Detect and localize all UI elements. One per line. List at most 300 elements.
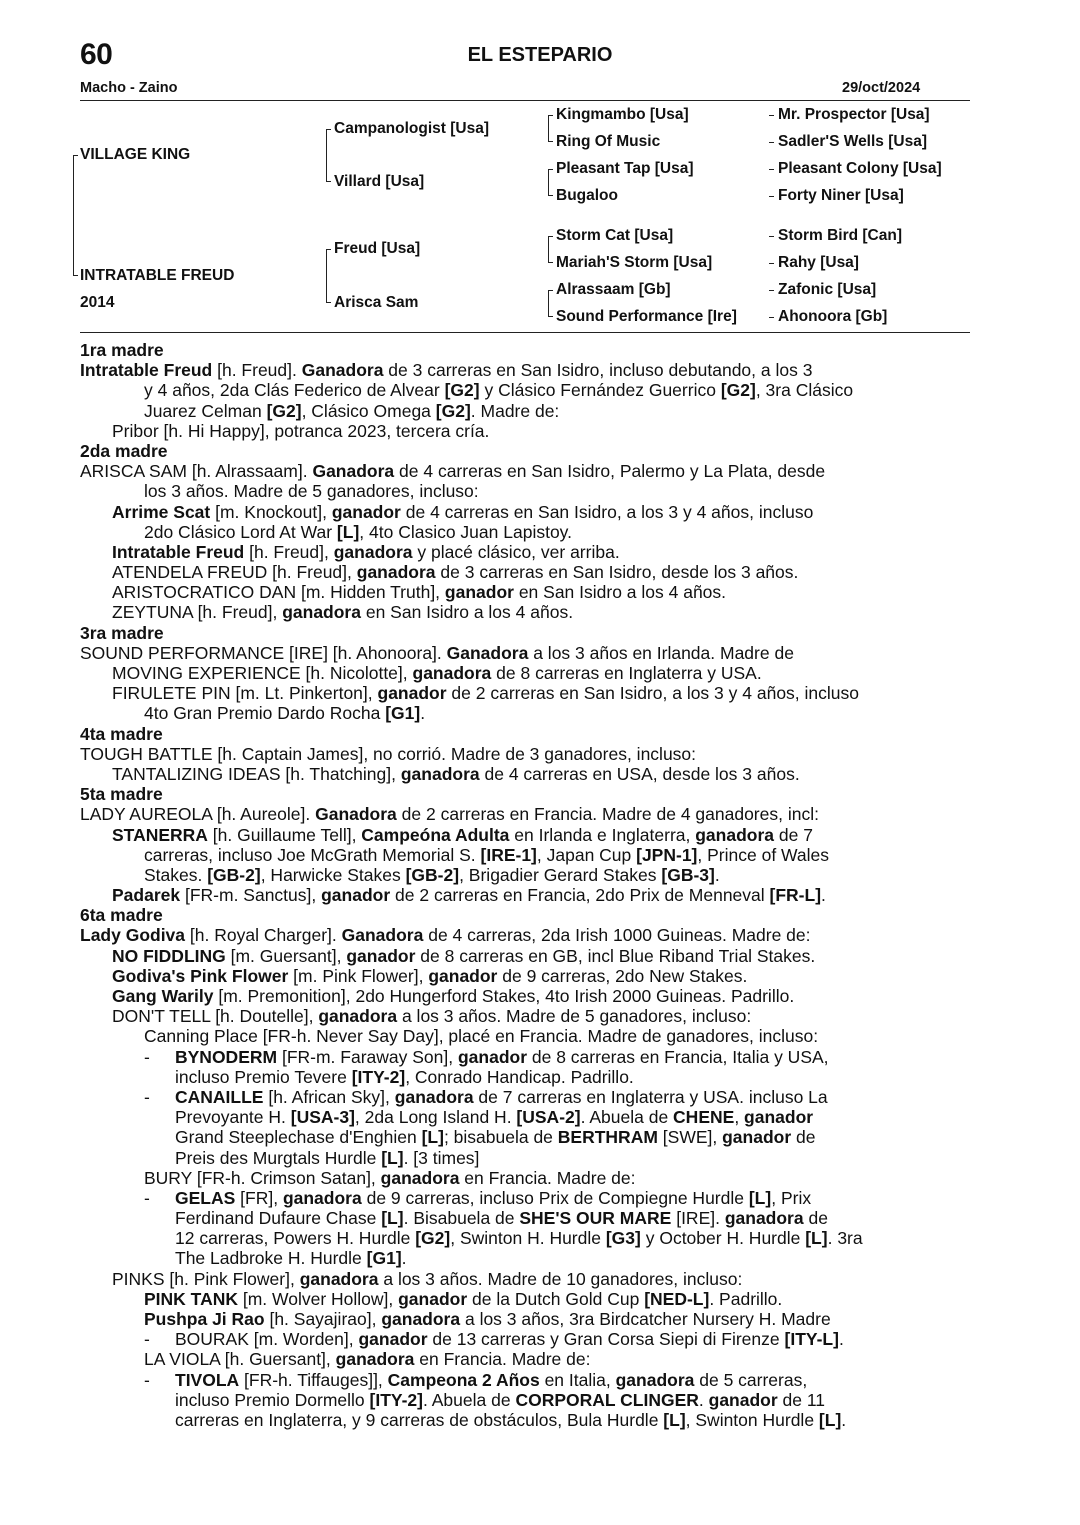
text: [FR-m. Faraway Son], [277,1046,458,1067]
bold-text: [G2] [415,1228,451,1249]
text: ARISCA SAM [h. Alrassaam]. [80,461,313,482]
notes-line [80,845,975,865]
bold-text: ganadora [282,1187,362,1208]
text: PINKS [h. Pink Flower], [112,1268,300,1289]
text: carreras, incluso Joe McGrath Memorial S. [144,844,481,865]
text: en San Isidro a los 4 años. [513,582,727,603]
text: . Abuela de [423,1389,516,1410]
notes-line [80,804,975,824]
pedigree-bracket [326,249,331,303]
text: de 11 [777,1389,826,1410]
text: de 4 carreras, 2da Irish 1000 Guineas. Madre de: [423,925,811,946]
notes-line [80,380,975,400]
notes-line [80,441,975,461]
bold-text: CORPORAL CLINGER [515,1389,699,1410]
pedigree-gen2: Villard [Usa] [334,173,425,190]
text: ATENDELA FREUD [h. Freud], [112,562,357,583]
text: , Clásico Omega [301,400,436,421]
text: , Prix [771,1187,812,1208]
notes-line [80,1390,975,1410]
notes-line [80,1148,975,1168]
text: BURY [FR-h. Crimson Satan], [144,1167,381,1188]
pedigree-bracket [548,316,553,317]
notes-line [80,663,975,683]
bold-text: Intratable Freud [80,360,213,381]
list-dash: - [144,1086,150,1107]
text: , Swinton H. Hurdle [450,1228,606,1249]
pedigree-bracket [769,142,774,143]
text: FIRULETE PIN [m. Lt. Pinkerton], [112,683,378,704]
notes-line [80,360,975,380]
text: de 2 carreras en Francia, 2do Prix de Menneval [390,885,770,906]
notes-line [80,401,975,421]
text: ; bisabuela de [443,1127,558,1148]
text: [m. Knockout], [210,501,332,522]
text: . [821,885,826,906]
pedigree-gen3: Ring Of Music [556,133,661,150]
text: de 4 carreras en San Isidro, a los 3 y 4 años, incluso [400,501,814,522]
notes-line [80,421,975,441]
bold-text: TIVOLA [175,1369,240,1390]
bold-text: [USA-2] [516,1107,581,1128]
text: , Conrado Handicap. Padrillo. [405,1066,634,1087]
sex-color: Macho - Zaino [80,80,178,96]
text: [h. Guillaume Tell], [207,824,362,845]
text: . Abuela de [580,1107,674,1128]
text: de [803,1208,828,1229]
bold-text: ganador [331,501,401,522]
text: TANTALIZING IDEAS [h. Thatching], [112,763,401,784]
text: Preis des Murgtals Hurdle [175,1147,382,1168]
text: y 4 años, 2da Clás Federico de Alvear [144,380,445,401]
bold-text: [G2] [720,380,756,401]
text: , Brigadier Gerard Stakes [459,864,662,885]
notes-line [80,542,975,562]
bold-text: ganador [708,1389,778,1410]
pedigree-top-rule [80,100,970,101]
pedigree-gen3: Bugaloo [556,187,618,204]
bold-text: Godiva's Pink Flower [112,965,289,986]
text: LADY AUREOLA [h. Aureole]. [80,804,316,825]
text: [IRE]. [671,1208,725,1229]
bold-text: [L] [336,521,360,542]
text: [h. Royal Charger]. [185,925,342,946]
pedigree-gen4: Sadler'S Wells [Usa] [778,133,927,150]
bold-text: ganadora [380,1167,460,1188]
bold-text: [L] [818,1409,842,1430]
text: de 5 carreras, [694,1369,808,1390]
text: . [401,1248,407,1269]
bold-text: [ITY-2] [351,1066,406,1087]
pedigree-gen3: Kingmambo [Usa] [556,106,689,123]
notes-line [80,865,975,885]
text: LA VIOLA [h. Guersant], [144,1349,336,1370]
notes-line [80,724,975,744]
bold-text: [G1] [385,703,421,724]
notes-line [80,1208,975,1228]
bold-text: [ITY-L] [784,1329,839,1350]
text: de 7 carreras en Inglaterra y USA. incluso La [473,1086,828,1107]
pedigree-gen4: Mr. Prospector [Usa] [778,106,930,123]
bold-text: CHENE [673,1107,735,1128]
notes-line [80,885,975,905]
bold-text: Padarek [112,885,181,906]
pedigree-gen3: Pleasant Tap [Usa] [556,160,694,177]
text: . [714,864,720,885]
notes-line [80,986,975,1006]
text: de 8 carreras en Francia, Italia y USA, [527,1046,829,1067]
notes-line [80,703,975,723]
bold-text: CANAILLE [175,1086,264,1107]
bold-text: [JPN-1] [636,844,698,865]
text: [m. Pink Flower], [288,965,429,986]
text: de [791,1127,816,1148]
pedigree-bracket [548,262,553,263]
text: a los 3 años en Irlanda. Madre de [528,642,794,663]
text: [SWE], [657,1127,723,1148]
text: BOURAK [m. Worden], [175,1329,359,1350]
notes-line [80,946,975,966]
list-dash: - [144,1187,150,1208]
pedigree-bracket [769,115,774,116]
bold-text: ganador [358,1329,428,1350]
text: incluso Premio Tevere [175,1066,352,1087]
text: MOVING EXPERIENCE [h. Nicolotte], [112,663,413,683]
notes-line [80,764,975,784]
pedigree-gen4: Pleasant Colony [Usa] [778,160,942,177]
pedigree-bracket [769,317,774,318]
notes-line [80,1107,975,1127]
bold-text: [G2] [444,380,480,401]
text: en Francia. Madre de: [459,1167,636,1188]
text: y Clásico Fernández Guerrico [479,380,721,401]
pedigree-bracket [326,302,331,303]
notes-line [80,1228,975,1248]
pedigree-gen2: Freud [Usa] [334,240,421,257]
notes-line [80,683,975,703]
text: Prevoyante H. [175,1107,291,1128]
text: Canning Place [FR-h. Never Say Day], placé en Francia. Madre de ganadores, incluso: [144,1026,819,1047]
text: [m. Guersant], [225,945,347,966]
notes-line [80,643,975,663]
pedigree-bracket [769,290,774,291]
bold-text: Ganadora [446,642,529,663]
text: , 2da Long Island H. [354,1107,517,1128]
bold-text: ganadora [318,1006,398,1027]
text: de 7 [774,824,813,845]
text: y placé clásico, ver arriba. [412,541,620,562]
text: , Japan Cup [536,844,637,865]
text: los 3 años. Madre de 5 ganadores, incluso: [144,481,479,502]
text: [m. Wolver Hollow], [237,1288,399,1309]
pedigree-gen3: Storm Cat [Usa] [556,227,674,244]
notes-line [80,925,975,945]
text: de 8 carreras en GB, incl Blue Riband Trial Stakes. [415,945,816,966]
bold-text: ganador [457,1046,528,1067]
notes-line [80,966,975,986]
pedigree-bracket [548,195,553,196]
notes-line [80,784,975,804]
bold-text: [GB-3] [661,864,715,885]
bold-text: Arrime Scat [112,501,211,522]
notes-line [80,562,975,582]
text: [FR], [235,1187,283,1208]
bold-text: [L] [663,1409,686,1430]
pedigree-bracket [769,196,774,197]
text: Pribor [h. Hi Happy], potranca 2023, tercera cría. [112,420,490,441]
pedigree-bracket [326,129,331,182]
section-heading: 6ta madre [80,905,163,926]
pedigree-gen3: Alrassaam [Gb] [556,281,671,298]
bold-text: ganador [321,885,391,906]
text: [FR-h. Tiffauges]], [239,1369,388,1390]
text: ZEYTUNA [h. Freud], [112,602,283,623]
text: de 8 carreras en Inglaterra y USA. [491,663,762,683]
bold-text: PINK TANK [144,1288,238,1309]
list-dash: - [144,1369,150,1390]
text: Grand Steeplechase d'Enghien [175,1127,422,1148]
text: y October H. Hurdle [640,1228,806,1249]
notes-line [80,1269,975,1289]
text: , Swinton Hurdle [685,1409,819,1430]
bold-text: ganadora [724,1208,804,1229]
list-dash: - [144,1329,150,1350]
notes-line [80,582,975,602]
text: en San Isidro a los 4 años. [360,602,574,623]
bold-text: Campeona 2 Años [387,1369,540,1390]
notes-line [80,1410,975,1430]
pedigree-gen4: Zafonic [Usa] [778,281,877,298]
bold-text: [G2] [435,400,471,421]
notes-line [80,1006,975,1026]
bold-text: ganadora [356,562,436,583]
text: , [734,1107,745,1128]
pedigree-bracket [769,236,774,237]
bold-text: [NED-L] [644,1288,710,1309]
text: . [420,703,426,724]
notes-line [80,502,975,522]
notes-line [80,1067,975,1087]
text: Ferdinand Dufaure Chase [175,1208,382,1229]
text: carreras en Inglaterra, y 9 carreras de obstáculos, Bula Hurdle [175,1409,664,1430]
bold-text: ganador [444,582,514,603]
notes-line [80,602,975,622]
notes-line [80,744,975,764]
text: , 4to Clasico Juan Lapistoy. [359,521,572,542]
notes-line [80,905,975,925]
bold-text: ganador [398,1288,468,1309]
text: DON'T TELL [h. Doutelle], [112,1006,319,1027]
text: Juarez Celman [144,400,267,421]
bold-text: [GB-2] [405,864,460,885]
text: de 4 carreras en USA, desde los 3 años. [479,763,800,784]
text: a los 3 años, 3ra Birdcatcher Nursery H. Madre [460,1309,831,1329]
section-heading: 2da madre [80,440,168,461]
bold-text: Lady Godiva [80,925,186,946]
bold-text: [FR-L] [769,885,822,906]
text: . [841,1409,847,1430]
text: de 2 carreras en Francia. Madre de 4 ganadores, incl: [396,804,819,825]
text: . [3 times] [403,1147,480,1168]
horse-name: EL ESTEPARIO [467,44,613,66]
text: , Harwicke Stakes [260,864,406,885]
text: de 13 carreras y Gran Corsa Siepi di Firenze [427,1329,785,1350]
bold-text: [L] [421,1127,444,1148]
section-heading: 3ra madre [80,622,164,643]
text: Stakes. [144,864,208,885]
text: de 3 carreras en San Isidro, incluso debutando, a los 3 [383,360,813,381]
text: . Padrillo. [709,1288,783,1309]
pedigree-gen3: Sound Performance [Ire] [556,308,737,325]
bold-text: Gang Warily [112,986,214,1006]
bold-text: ganadora [299,1268,379,1289]
bold-text: [G2] [266,400,302,421]
bold-text: [L] [381,1147,404,1168]
notes-line [80,1309,975,1329]
section-heading: 4ta madre [80,723,163,744]
text: en Irlanda e Inglaterra, [509,824,696,845]
bold-text: GELAS [175,1187,236,1208]
pedigree-bracket [73,275,78,276]
bold-text: Ganadora [301,360,384,381]
pedigree-bracket [548,169,553,196]
pedigree-gen4: Ahonoora [Gb] [778,308,888,325]
bold-text: ganadora [335,1349,415,1370]
pedigree-gen4: Forty Niner [Usa] [778,187,904,204]
bold-text: [G3] [605,1228,641,1249]
pedigree-bracket [548,115,553,142]
bold-text: Ganadora [315,804,397,825]
pedigree-bracket [73,155,78,276]
notes-line [80,1349,975,1369]
bold-text: [L] [748,1187,772,1208]
section-heading: 1ra madre [80,340,164,360]
bold-text: [L] [805,1228,828,1249]
text: en Italia, [539,1369,616,1390]
text: [h. African Sky], [263,1086,395,1107]
bold-text: ganador [428,965,498,986]
text: ARISTOCRATICO DAN [m. Hidden Truth], [112,582,445,603]
notes-line [80,340,975,360]
pedigree-year: 2014 [80,294,115,311]
pedigree-bracket [548,290,553,317]
bold-text: STANERRA [112,824,208,845]
text: de 9 carreras, 2do New Stakes. [497,965,748,986]
notes-line [80,623,975,643]
bold-text: SHE'S OUR MARE [519,1208,672,1229]
bold-text: ganadora [695,824,775,845]
notes-line [80,1127,975,1147]
bold-text: BYNODERM [175,1046,278,1067]
notes-line [80,1370,975,1390]
text: SOUND PERFORMANCE [IRE] [h. Ahonoora]. [80,642,447,663]
pedigree-dam: INTRATABLE FREUD [80,267,235,284]
notes-line [80,1026,975,1046]
notes-line [80,461,975,481]
text: . Madre de: [470,400,560,421]
text: [FR-m. Sanctus], [180,885,322,906]
bold-text: Campeóna Adulta [361,824,510,845]
notes-line [80,1248,975,1268]
bold-text: ganador [377,683,447,704]
bold-text: ganador [722,1127,792,1148]
bold-text: ganadora [615,1369,695,1390]
text: 4to Gran Premio Dardo Rocha [144,703,386,724]
bold-text: ganadora [412,663,492,683]
bold-text: [L] [381,1208,404,1229]
pedigree-sire: VILLAGE KING [80,146,191,163]
text: de 4 carreras en San Isidro, Palermo y La Plata, desde [394,461,826,482]
notes-line [80,1188,975,1208]
text: de 3 carreras en San Isidro, desde los 3 años. [435,562,799,583]
bold-text: [ITY-2] [369,1389,423,1410]
notes-line [80,1329,975,1349]
sale-date: 29/oct/2024 [842,80,921,96]
notes-line [80,522,975,542]
bold-text: [GB-2] [207,864,261,885]
notes-line [80,481,975,501]
text: de 9 carreras, incluso Prix de Compiegne Hurdle [361,1187,749,1208]
text: . [838,1329,844,1350]
pedigree-bottom-rule [80,332,970,333]
text: de la Dutch Gold Cup [467,1288,645,1309]
pedigree-bracket [769,263,774,264]
text: , Prince of Wales [697,844,830,865]
notes-line [80,1047,975,1067]
text: [h. Freud], [244,541,334,562]
list-dash: - [144,1046,150,1067]
text: The Ladbroke H. Hurdle [175,1248,367,1269]
pedigree-bracket [326,181,331,182]
bold-text: Ganadora [312,461,395,482]
text: a los 3 años. Madre de 10 ganadores, incluso: [378,1268,743,1289]
bold-text: Ganadora [341,925,424,946]
bold-text: ganador [744,1107,814,1128]
lot-number: 60 [80,38,113,71]
text: 2do Clásico Lord At War [144,521,337,542]
family-notes [80,340,975,1430]
bold-text: BERTHRAM [557,1127,658,1148]
text: . [698,1389,709,1410]
text: [h. Freud]. [212,360,302,381]
section-heading: 5ta madre [80,784,163,805]
notes-line [80,825,975,845]
bold-text: ganadora [333,541,413,562]
bold-text: ganadora [400,763,480,784]
bold-text: Pushpa Ji Rao [144,1309,265,1329]
text: TOUGH BATTLE [h. Captain James], no corrió. Madre de 3 ganadores, incluso: [80,743,697,764]
text: . Bisabuela de [403,1208,520,1229]
pedigree-gen4: Storm Bird [Can] [778,227,902,244]
bold-text: Intratable Freud [112,541,245,562]
text: [h. Sayajirao], [264,1309,382,1329]
text: , 3ra Clásico [755,380,854,401]
bold-text: ganador [346,945,416,966]
text: en Francia. Madre de: [414,1349,591,1370]
pedigree-gen2: Campanologist [Usa] [334,120,490,137]
text: de 2 carreras en San Isidro, a los 3 y 4 años, incluso [446,683,859,704]
text: 12 carreras, Powers H. Hurdle [175,1228,416,1249]
pedigree-bracket [548,236,553,263]
pedigree-gen4: Rahy [Usa] [778,254,859,271]
notes-line [80,1168,975,1188]
pedigree-bracket [548,141,553,142]
notes-line [80,1289,975,1309]
bold-text: NO FIDDLING [112,945,226,966]
bold-text: [USA-3] [290,1107,355,1128]
text: a los 3 años. Madre de 5 ganadores, incluso: [397,1006,752,1027]
notes-line [80,1087,975,1107]
